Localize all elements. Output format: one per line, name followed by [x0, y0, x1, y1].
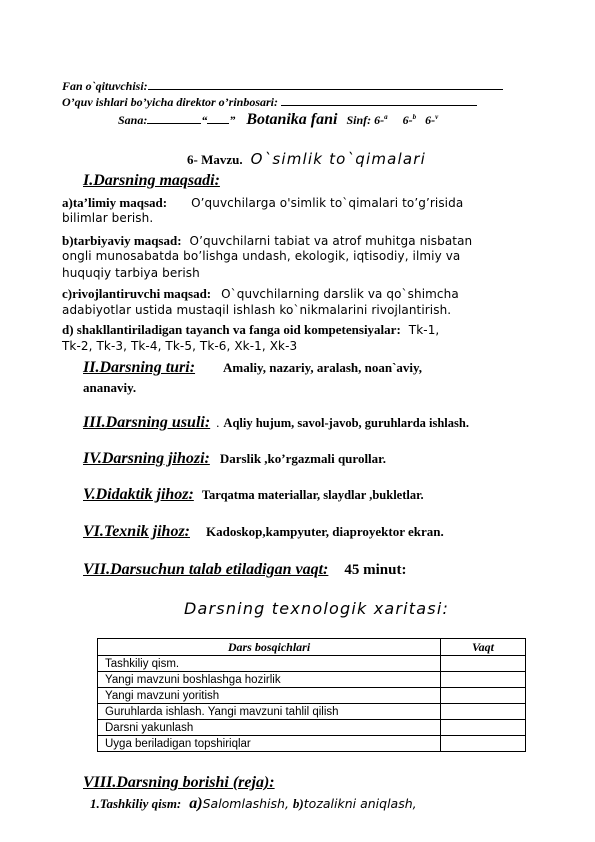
- plan-step1: [90, 795, 417, 813]
- stage-cell: Darsni yakunlash: [98, 720, 441, 736]
- goal-a-line1: [62, 194, 463, 212]
- equip-text: Darslik ,ko’rgazmali qurollar.: [219, 451, 386, 466]
- goal-c-line2: adabiyotlar ustida mustaqil ishlash ko`nikmalarini rivojlantirish.: [62, 303, 452, 317]
- deputy-blank: [281, 95, 477, 106]
- stage-cell: Tashkiliy qism.: [98, 656, 441, 672]
- equip-line: [83, 450, 386, 468]
- stage-cell: Uyga beriladigan topshiriqlar: [98, 736, 441, 752]
- type-line2: ananaviy.: [83, 380, 137, 395]
- class-b: 6-$^b$: [402, 113, 417, 127]
- plan-heading: VIII.Darsning borishi (reja):: [83, 774, 275, 791]
- tech-line: [83, 523, 444, 541]
- goal-b-line1: [62, 232, 472, 250]
- goal-a-text: O’quvchilarga o'simlik to`qimalari to’g’risida: [191, 196, 464, 210]
- tech-text: Kadoskop,kampyuter, diaproyektor ekran.: [206, 524, 444, 539]
- didactic-line: [83, 486, 424, 504]
- time-cell: [441, 720, 526, 736]
- table-header-row: [98, 639, 526, 656]
- date-class-line: [118, 111, 438, 129]
- time-cell: [441, 688, 526, 704]
- teacher-blank: [148, 79, 503, 90]
- step1-a-marker: a): [189, 795, 203, 812]
- step1-b-text: tozalikni aniqlash,: [303, 796, 417, 811]
- didactic-text: Tarqatma materiallar, slaydlar ,bukletlar.: [201, 488, 424, 502]
- time-cell: [441, 736, 526, 752]
- col-time-header: Vaqt: [441, 639, 526, 656]
- goal-c-line1: [62, 285, 459, 303]
- topic-line: [187, 150, 426, 169]
- step1-a-text: Salomlashish,: [202, 796, 293, 811]
- date-blank-2: [207, 113, 229, 124]
- class-label: Sinf: 6-$^a$: [346, 113, 388, 127]
- type-heading: II.Darsning turi:: [83, 359, 196, 376]
- type-line1: [83, 359, 422, 377]
- stage-cell: Yangi mavzuni boshlashga hozirlik: [98, 672, 441, 688]
- goal-c-text: O`quvchilarning darslik va qo`shimcha: [221, 287, 459, 301]
- goal-b-line2: ongli munosabatda bo’lishga undash, ekologik, iqtisodiy, ilmiy va: [62, 249, 461, 263]
- goal-c-label: c)rivojlantiruvchi maqsad:: [62, 286, 212, 301]
- goal-a-line2: bilimlar berish.: [62, 211, 154, 225]
- quote-close: ”: [229, 113, 236, 127]
- goal-d-line2: Tk-2, Tk-3, Tk-4, Tk-5, Tk-6, Xk-1, Xk-3: [62, 339, 298, 353]
- topic-label: 6- Mavzu.: [187, 152, 243, 167]
- table-row: [98, 704, 526, 720]
- method-text: Aqliy hujum, savol-javob, guruhlarda ishlash.: [223, 416, 469, 430]
- stage-cell: Yangi mavzuni yoritish: [98, 688, 441, 704]
- topic-title: O`simlik to`qimalari: [250, 150, 427, 168]
- time-cell: [441, 704, 526, 720]
- type-text: Amaliy, nazariy, aralash, noan`aviy,: [223, 360, 423, 375]
- stage-cell: Guruhlarda ishlash. Yangi mavzuni tahlil qilish: [98, 704, 441, 720]
- tech-map-title: Darsning texnologik xaritasi:: [184, 599, 450, 618]
- class-v: 6-$^v$: [425, 113, 439, 127]
- step1-b-marker: b): [292, 796, 304, 811]
- time-line: [83, 561, 406, 579]
- method-dot: .: [216, 415, 220, 430]
- goals-heading: I.Darsning maqsadi:: [83, 172, 220, 189]
- deputy-label: O’quv ishlari bo’yicha direktor o’rinbosari:: [62, 95, 279, 109]
- goal-b-line3: huquqiy tarbiya berish: [62, 266, 200, 280]
- col-stage-header: Dars bosqichlari: [98, 639, 441, 656]
- equip-heading: IV.Darsning jihozi:: [83, 450, 210, 467]
- tech-map-table: [97, 638, 526, 752]
- goal-d-text: Tk-1,: [408, 323, 440, 337]
- table-row: [98, 672, 526, 688]
- teacher-line: [62, 79, 503, 94]
- didactic-heading: V.Didaktik jihoz:: [83, 486, 194, 503]
- time-text: 45 minut:: [344, 562, 407, 578]
- deputy-line: [62, 95, 477, 110]
- goal-b-label: b)tarbiyaviy maqsad:: [62, 233, 182, 248]
- table-row: [98, 688, 526, 704]
- table-row: [98, 656, 526, 672]
- time-cell: [441, 656, 526, 672]
- tech-heading: VI.Texnik jihoz:: [83, 523, 190, 540]
- goal-a-label: a)ta’limiy maqsad:: [62, 195, 168, 210]
- step1-label: 1.Tashkiliy qism:: [90, 796, 182, 811]
- time-cell: [441, 672, 526, 688]
- time-heading: VII.Darsuchun talab etiladigan vaqt:: [83, 561, 329, 578]
- goal-d-label: d) shakllantiriladigan tayanch va fanga oid kompetensiyalar:: [62, 322, 401, 337]
- method-heading: III.Darsning usuli:: [83, 414, 211, 431]
- teacher-label: Fan o`qituvchisi:: [62, 79, 148, 93]
- quote-open: “: [201, 113, 208, 127]
- goal-b-text: O’quvchilarni tabiat va atrof muhitga nisbatan: [189, 234, 473, 248]
- method-line: [83, 414, 469, 432]
- table-row: [98, 736, 526, 752]
- date-blank-1: [147, 113, 201, 124]
- table-row: [98, 720, 526, 736]
- goal-d-line1: [62, 321, 439, 339]
- date-label: Sana:: [118, 113, 148, 127]
- subject-title: Botanika fani: [246, 111, 338, 128]
